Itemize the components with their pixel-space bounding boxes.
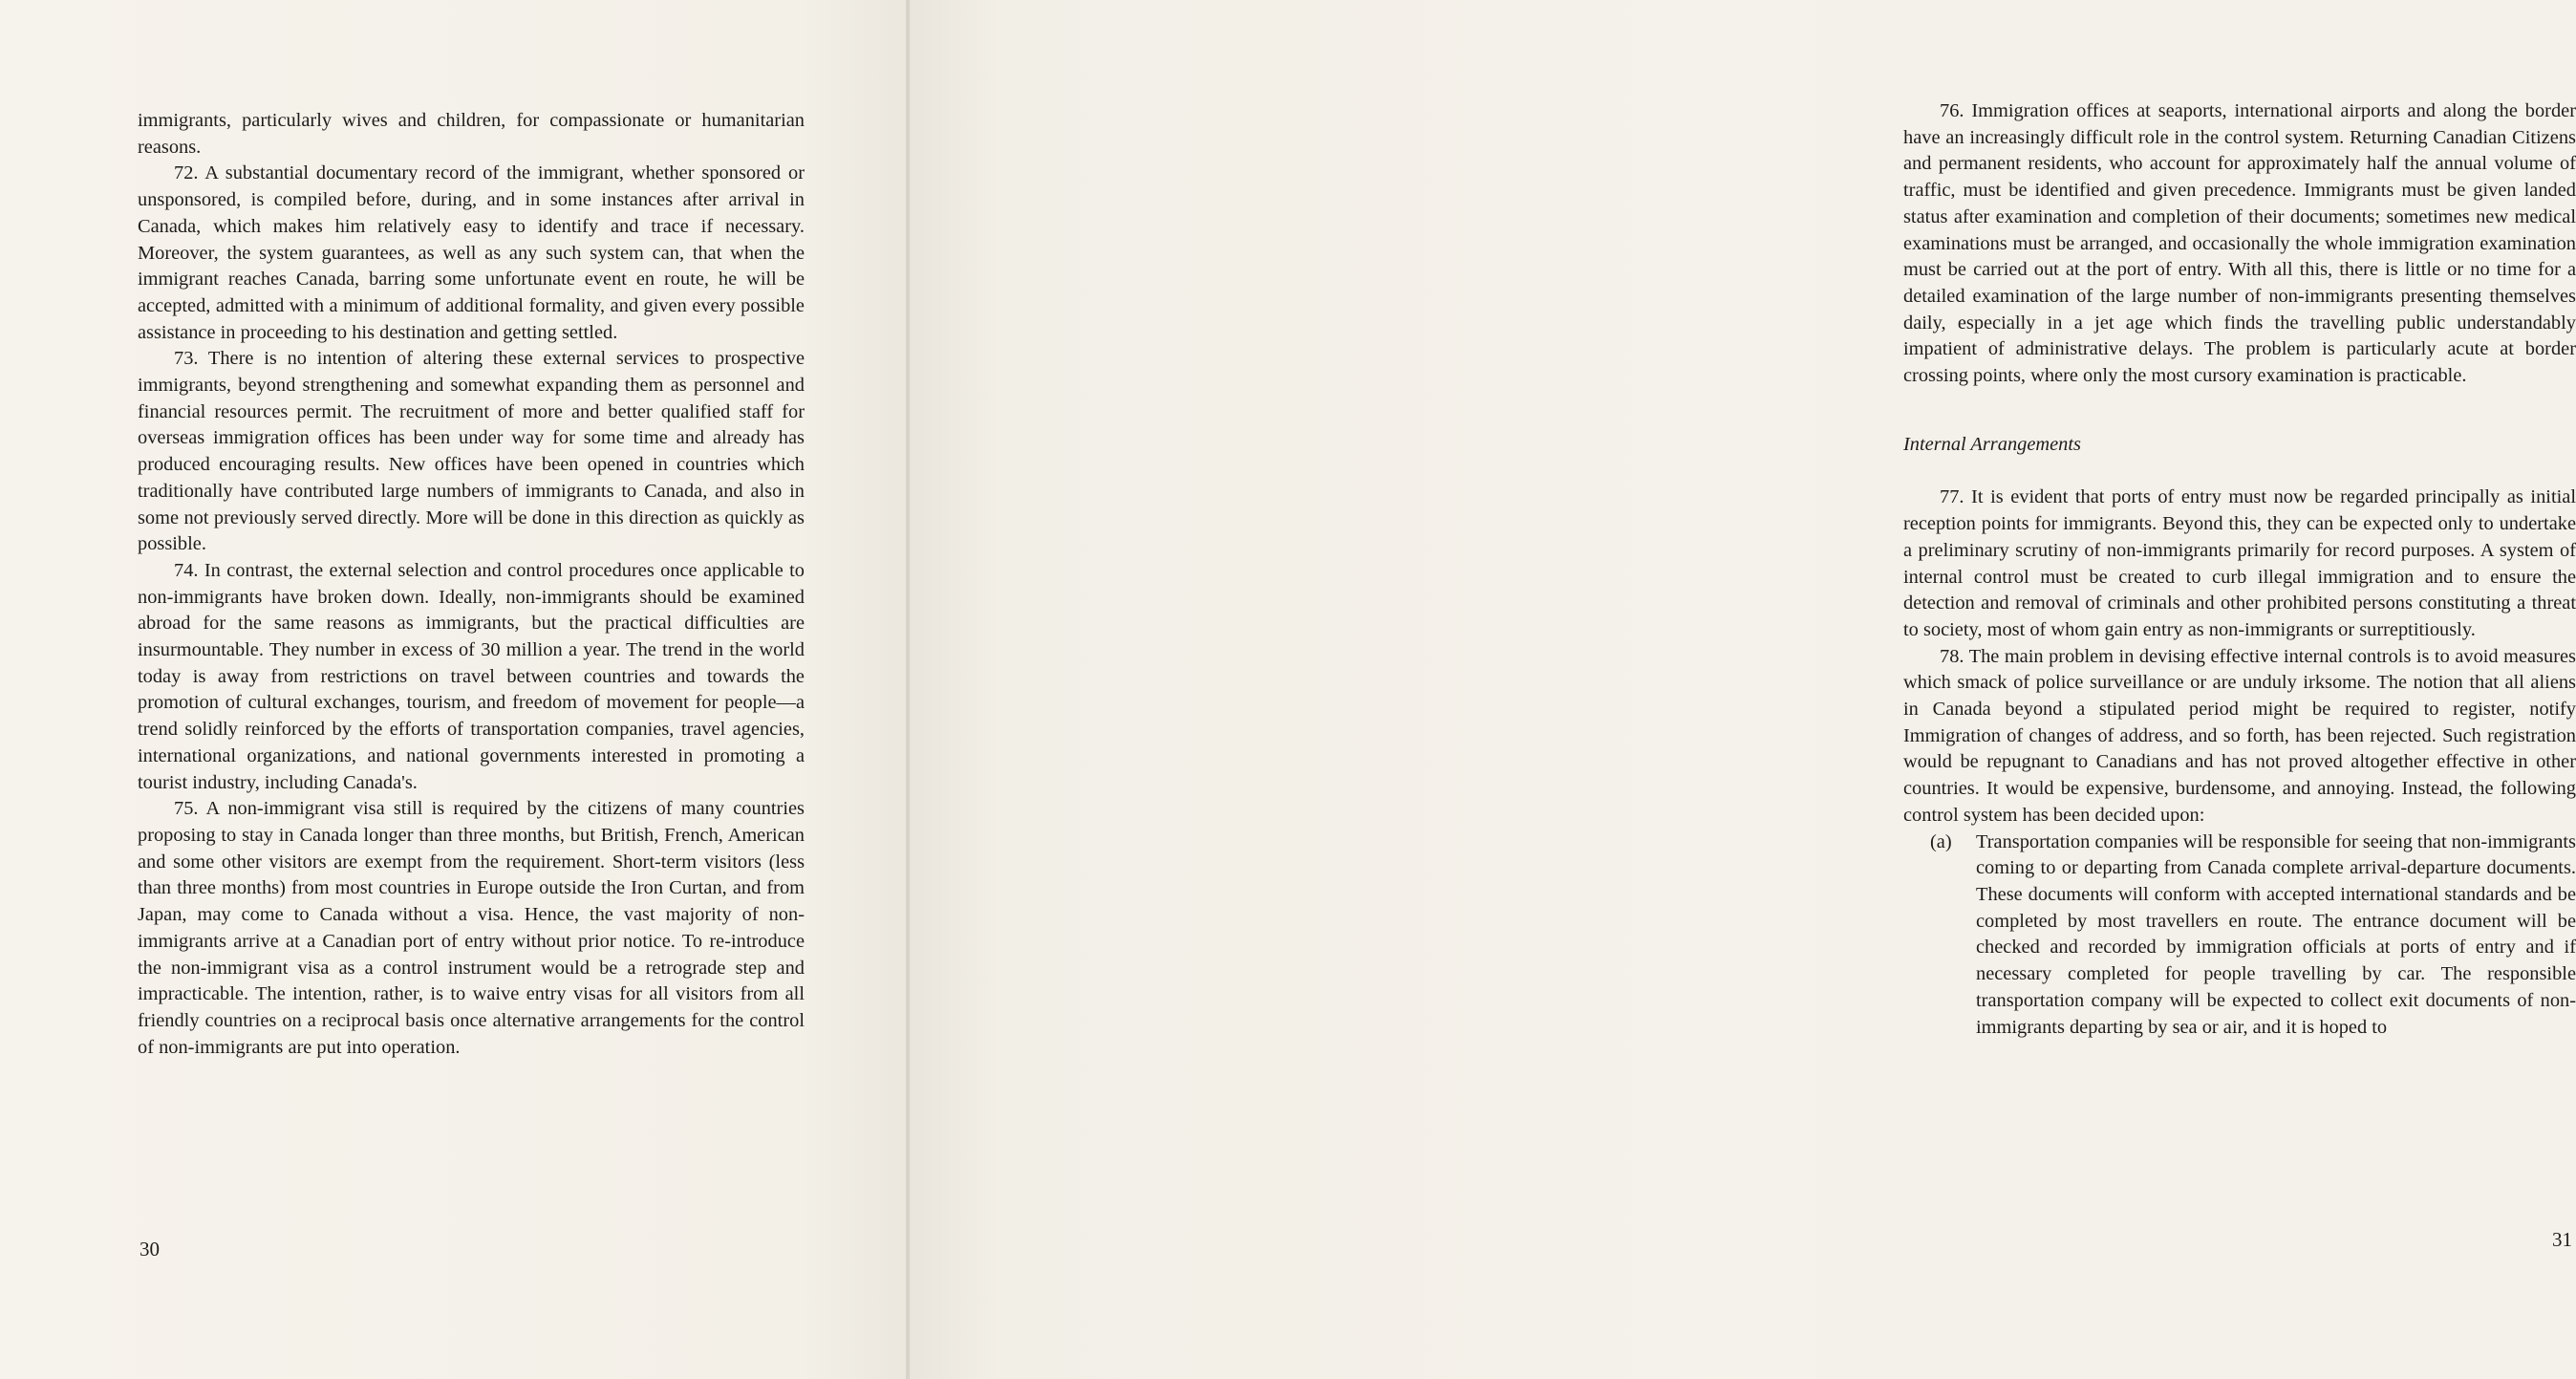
paragraph-72: 72. A substantial documentary record of the immigrant, whether sponsored or unsponsored, is compiled before, during, and in some instances after arrival in Canada, which makes him relatively easy to identify and trace if necessary. Moreover, the system guarantees, as well as any such system can, that when the immigrant reaches Canada, barring some unfortunate event en route, he will be accepted, admitted with a minimum of additional formality, and given every possible assistance in proceeding to his destination and getting settled. xyxy=(138,162,805,343)
paragraph-71-continued: immigrants, particularly wives and children, for compassionate or humanitarian reasons. xyxy=(138,110,805,158)
paragraph-74: 74. In contrast, the external selection and control procedures once applicable to non-immigrants have broken down. Ideally, non-immigrants should be examined abroad for the same reasons as immigrants, but the practical difficulties are insurmountable. They number in excess of 30 million a year. The trend in the world today is away from restrictions on travel between countries and towards the promotion of cultural exchanges, tourism, and freedom of movement for people—a trend solidly reinforced by the efforts of transportation companies, travel agencies, international organizations, and national governments interested in promoting a tourist industry, including Canada's. xyxy=(138,559,805,793)
list-item-a xyxy=(1903,830,2576,1042)
paragraph-76: 76. Immigration offices at seaports, international airports and along the border have an increasingly difficult role in the control system. Returning Canadian Citizens and permanent residents, who account for approximately half the annual volume of traffic, must be identified and given precedence. Immigrants must be given landed status after examination and completion of their documents; sometimes new medical examinations must be arranged, and occasionally the whole immigration examination must be carried out at the port of entry. With all this, there is little or no time for a detailed examination of the large number of non-immigrants presenting themselves daily, especially in a jet age which finds the travelling public understandably impatient of administrative delays. The problem is particularly acute at border crossing points, where only the most cursory examination is practicable. xyxy=(1903,100,2576,387)
paragraph-78: 78. The main problem in devising effective internal controls is to avoid measures which smack of police surveillance or are unduly irksome. The notion that all aliens in Canada beyond a stipulated period might be required to register, notify Immigration of changes of address, and so forth, has been rejected. Such registration would be repugnant to Canadians and has not proved altogether effective in other countries. It would be expensive, burdensome, and annoying. Instead, the following control system has been decided upon: xyxy=(1903,645,2576,826)
paragraph-73: 73. There is no intention of altering these external services to prospective immigrants, beyond strengthening and somewhat expanding them as personnel and financial resources permit. The recruitment of more and better qualified staff for overseas immigration offices has been under way for some time and already has produced encouraging results. New offices have been opened in countries which traditionally have contributed large numbers of immigrants to Canada, and also in some not previously served directly. More will be done in this direction as quickly as possible. xyxy=(138,348,805,555)
page-number-right: 31 xyxy=(2552,1228,2572,1251)
right-page-text xyxy=(1903,98,2576,1041)
left-page xyxy=(0,0,908,1379)
paragraph-75: 75. A non-immigrant visa still is required by the citizens of many countries proposing to stay in Canada longer than three months, but British, French, American and some other visitors are exempt from the requirement. Short-term visitors (less than three months) from most countries in Europe outside the Iron Curtan, and from Japan, may come to Canada without a visa. Hence, the vast majority of non-immigrants arrive at a Canadian port of entry without prior notice. To re-introduce the non-immigrant visa as a control instrument would be a retrograde step and impracticable. The intention, rather, is to waive entry visas for all visitors from all friendly countries on a reciprocal basis once alternative arrangements for the control of non-immigrants are put into operation. xyxy=(138,798,805,1058)
page-number-left: 30 xyxy=(140,1238,160,1260)
left-page-text xyxy=(138,108,805,1061)
right-page xyxy=(910,0,2576,1379)
list-item-text: Transportation companies will be responsible for seeing that non-immigrants coming to or departing from Canada complete arrival-departure documents. These documents will conform with accepted international standards and be completed by most travellers en route. The entrance document will be checked and recorded by immigration officials at ports of entry and if necessary completed for people travelling by car. The responsible transportation company will be expected to collect exit documents of non-immigrants departing by sea or air, and it is hoped to xyxy=(1976,830,2576,1038)
section-heading: Internal Arrangements xyxy=(1903,433,2081,455)
paragraph-77: 77. It is evident that ports of entry must now be regarded principally as initial reception points for immigrants. Beyond this, they can be expected only to undertake a preliminary scrutiny of non-immigrants primarily for record purposes. A system of internal control must be created to curb illegal immigration and to ensure the detection and removal of criminals and other prohibited persons constituting a threat to society, most of whom gain entry as non-immigrants or surreptitiously. xyxy=(1903,486,2576,640)
list-item-label: (a) xyxy=(1930,830,1952,852)
